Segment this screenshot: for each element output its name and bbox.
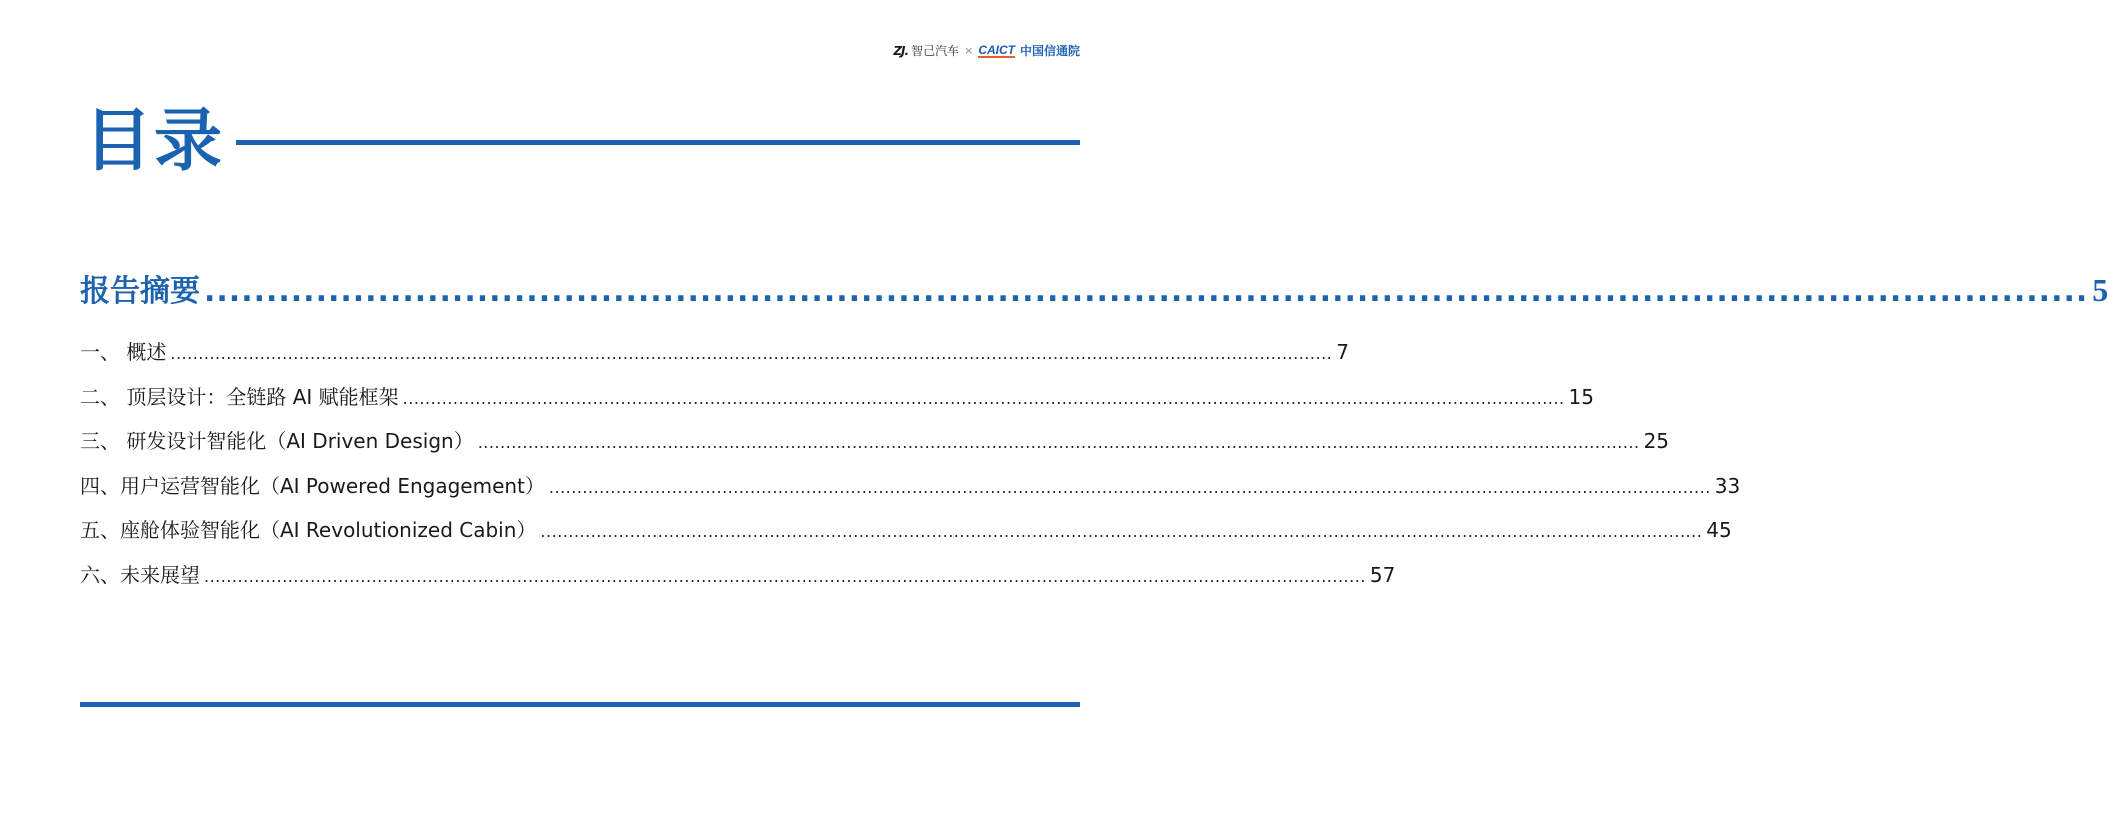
toc-item-label: 二、 顶层设计：全链路 AI 赋能框架 (80, 384, 399, 409)
toc-item-label: 五、座舱体验智能化（AI Revolutionized Cabin） (80, 518, 537, 543)
dot-leader: ................................................................................................................................................................................................................ (402, 388, 1565, 408)
toc-item[interactable] (80, 514, 1732, 559)
toc-item-page: 7 (1336, 340, 1349, 364)
dot-leader: ................................................................................................................................................................................................................ (540, 522, 1703, 542)
toc-item-page: 57 (1369, 562, 1396, 587)
toc-item[interactable] (80, 470, 1741, 515)
toc-item[interactable] (80, 381, 1594, 426)
toc-item-label: 四、用户运营智能化（AI Powered Engagement） (80, 473, 545, 498)
toc-list (80, 336, 1741, 604)
brand-name: 智己汽车 (911, 44, 960, 58)
toc-item[interactable] (80, 425, 1670, 470)
toc-item-page: 33 (1714, 473, 1741, 498)
dot-leader: ........................................................................................................................................................ (204, 274, 2089, 309)
dot-leader: ................................................................................................................................................................................................................ (548, 477, 1711, 497)
toc-item-page: 25 (1643, 429, 1670, 454)
header-logos (893, 43, 1080, 59)
toc-item-label: 三、 研发设计智能化（AI Driven Design） (80, 429, 474, 454)
toc-item-label: 一、 概述 (80, 340, 167, 364)
toc-item-page: 45 (1706, 518, 1732, 543)
title-divider (236, 140, 1080, 145)
brand-logo-icon: ZJ. (893, 44, 909, 58)
section-page-number: 5 (2092, 272, 2108, 308)
toc-item[interactable] (80, 559, 1396, 604)
page-title: 目录 (84, 102, 225, 181)
toc-item-label: 六、未来展望 (80, 562, 200, 587)
dot-leader: ................................................................................................................................................................................................................ (170, 344, 1333, 363)
toc-item[interactable] (80, 336, 1349, 381)
dot-leader: ................................................................................................................................................................................................................ (204, 566, 1366, 586)
logo-separator: × (964, 44, 974, 57)
section-label: 报告摘要 (80, 274, 200, 309)
toc-item-page: 15 (1568, 384, 1594, 409)
toc-section-summary[interactable] (80, 266, 2108, 310)
dot-leader: ................................................................................................................................................................................................................ (477, 433, 1640, 453)
footer-divider (80, 702, 1080, 707)
partner-logo: CAICT (978, 43, 1015, 57)
partner-name: 中国信通院 (1019, 44, 1080, 58)
